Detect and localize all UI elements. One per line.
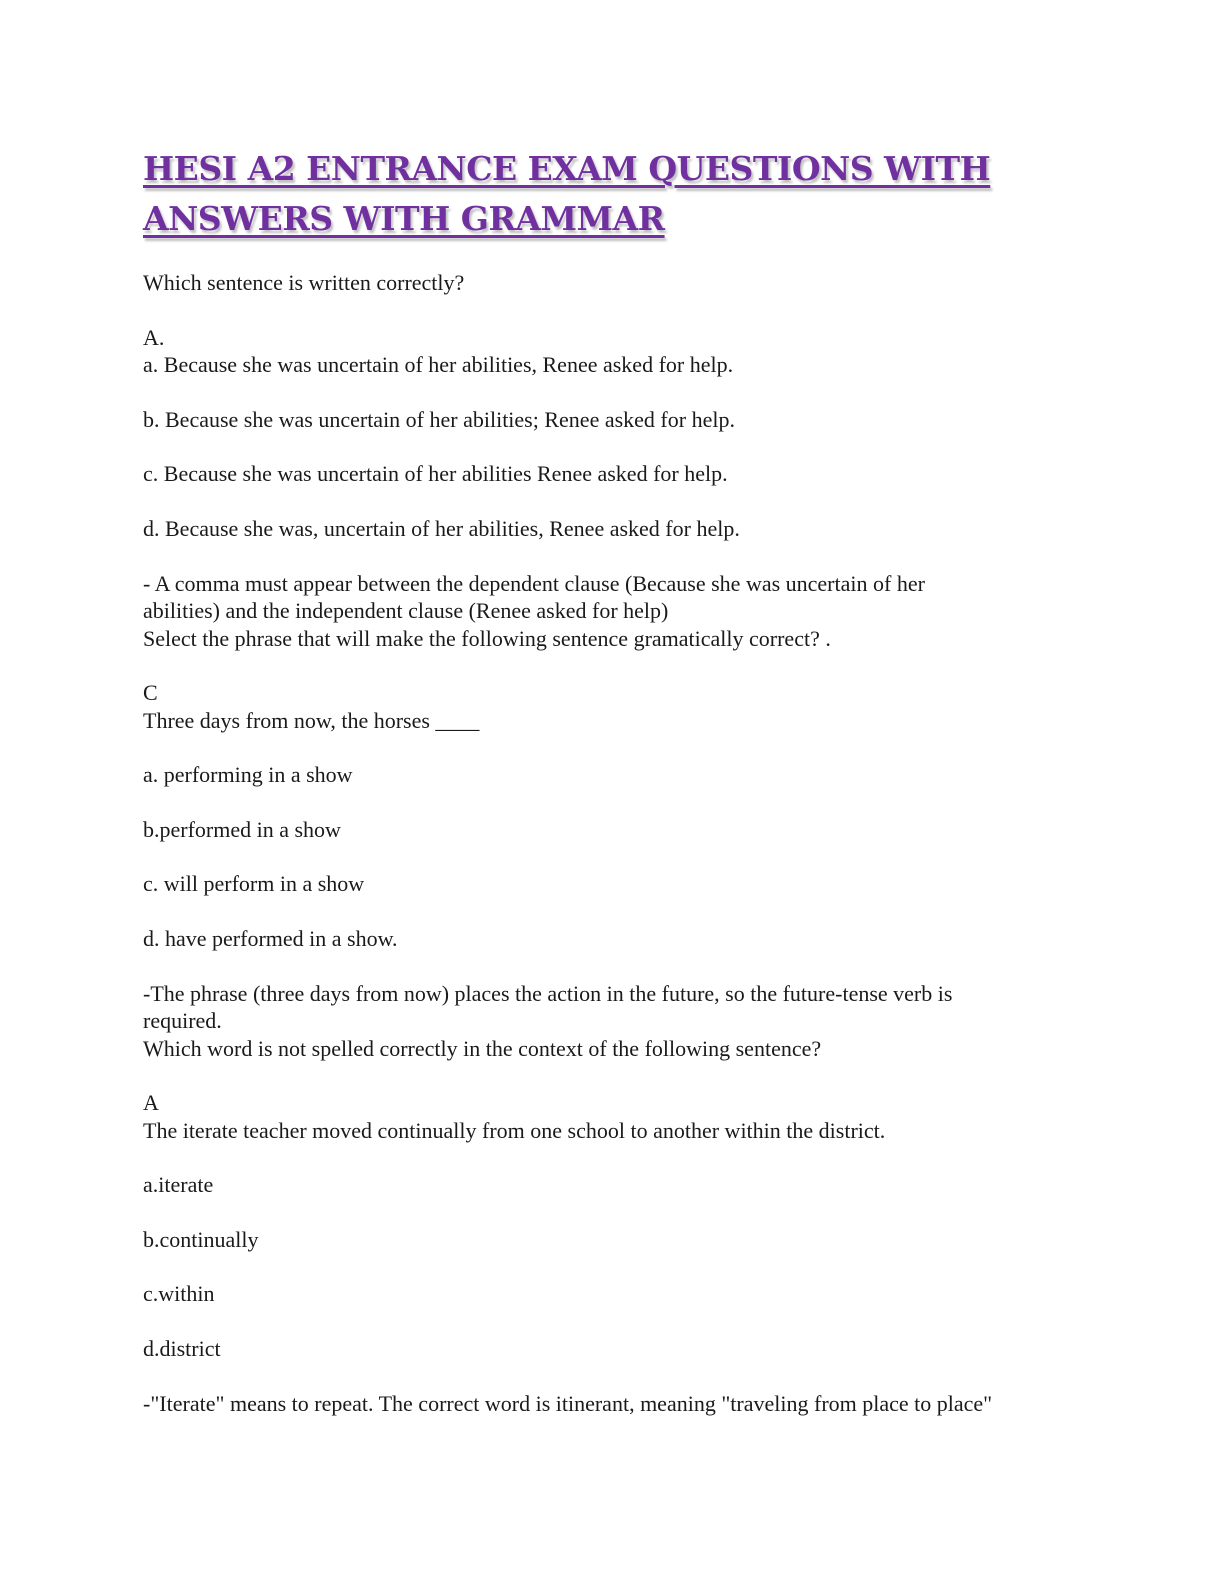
- question-3-option-d: d.district: [143, 1336, 221, 1361]
- question-2-option-b: b.performed in a show: [143, 817, 341, 842]
- question-3-text: Which word is not spelled correctly in the context of the following sentence?: [143, 1036, 822, 1061]
- question-1-explanation-line-2: abilities) and the independent clause (Renee asked for help): [143, 598, 669, 623]
- question-1-option-b: b. Because she was uncertain of her abilities; Renee asked for help.: [143, 407, 735, 432]
- question-2-prompt: Three days from now, the horses ____: [143, 708, 480, 733]
- question-3-answer: A: [143, 1090, 159, 1115]
- question-3-option-a: a.iterate: [143, 1172, 214, 1197]
- question-2-option-a: a. performing in a show: [143, 762, 353, 787]
- question-3-option-b: b.continually: [143, 1227, 259, 1252]
- question-3-option-c: c.within: [143, 1281, 215, 1306]
- question-2-text: Select the phrase that will make the following sentence gramatically correct? .: [143, 626, 831, 651]
- question-3-explanation-line-1: -"Iterate" means to repeat. The correct word is itinerant, meaning "traveling from place to place": [143, 1391, 993, 1416]
- question-3-prompt: The iterate teacher moved continually from one school to another within the district.: [143, 1118, 886, 1143]
- question-1-answer: A.: [143, 325, 165, 350]
- question-1-text: Which sentence is written correctly?: [143, 270, 465, 295]
- question-2-answer: C: [143, 680, 158, 705]
- question-2-explanation-line-1: -The phrase (three days from now) places the action in the future, so the future-tense verb is: [143, 981, 953, 1006]
- document-title: [143, 144, 1103, 244]
- question-1-option-a: a. Because she was uncertain of her abilities, Renee asked for help.: [143, 352, 734, 377]
- question-1-option-d: d. Because she was, uncertain of her abilities, Renee asked for help.: [143, 516, 740, 541]
- title-line-1: HESI A2 ENTRANCE EXAM QUESTIONS WITH: [143, 149, 991, 188]
- question-2-explanation-line-2: required.: [143, 1008, 222, 1033]
- question-1-option-c: c. Because she was uncertain of her abilities Renee asked for help.: [143, 461, 728, 486]
- title-line-2: ANSWERS WITH GRAMMAR: [143, 199, 665, 238]
- question-1-explanation-line-1: - A comma must appear between the dependent clause (Because she was uncertain of her: [143, 571, 925, 596]
- question-2-option-d: d. have performed in a show.: [143, 926, 398, 951]
- question-2-option-c: c. will perform in a show: [143, 871, 365, 896]
